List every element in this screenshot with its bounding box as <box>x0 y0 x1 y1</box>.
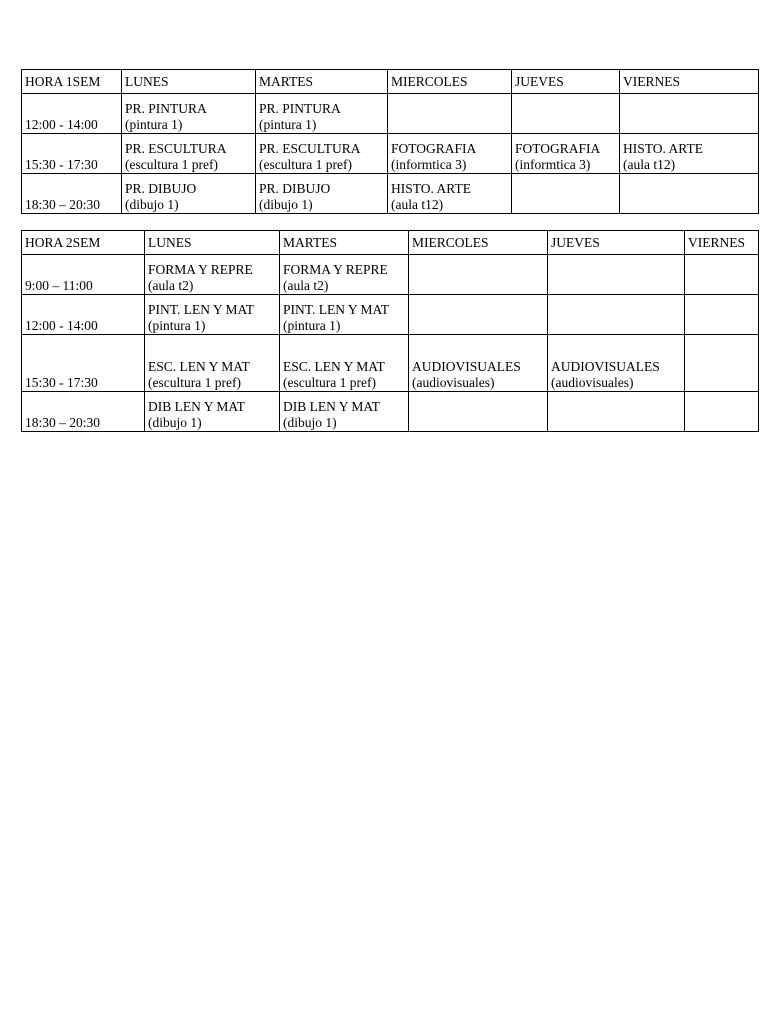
class-cell <box>280 295 409 335</box>
class-name: DIB LEN Y MAT <box>283 399 380 414</box>
class-cell <box>409 295 548 335</box>
class-room: (aula t2) <box>148 278 194 293</box>
header-miercoles: MIERCOLES <box>388 70 512 94</box>
class-cell <box>256 94 388 134</box>
class-cell <box>145 392 280 432</box>
class-room: (escultura 1 pref) <box>148 375 241 390</box>
class-cell <box>388 134 512 174</box>
class-cell <box>256 134 388 174</box>
class-room: (pintura 1) <box>283 318 341 333</box>
class-cell <box>685 295 759 335</box>
header-miercoles: MIERCOLES <box>409 231 548 255</box>
class-name: FOTOGRAFIA <box>515 141 601 156</box>
class-cell <box>409 392 548 432</box>
class-cell <box>685 255 759 295</box>
class-cell <box>388 174 512 214</box>
class-cell <box>548 335 685 392</box>
table-row <box>22 335 759 392</box>
schedule-table-1sem <box>21 69 759 214</box>
header-jueves: JUEVES <box>512 70 620 94</box>
class-room: (audiovisuales) <box>412 375 495 390</box>
class-name: DIB LEN Y MAT <box>148 399 245 414</box>
class-room: (pintura 1) <box>259 117 317 132</box>
class-room: (pintura 1) <box>125 117 183 132</box>
class-cell <box>388 94 512 134</box>
class-cell <box>512 134 620 174</box>
class-cell <box>620 134 759 174</box>
time-cell: 18:30 – 20:30 <box>22 392 145 432</box>
header-row <box>22 231 759 255</box>
class-room: (aula t12) <box>623 157 676 172</box>
table-row <box>22 392 759 432</box>
header-jueves: JUEVES <box>548 231 685 255</box>
header-lunes: LUNES <box>145 231 280 255</box>
class-room: (escultura 1 pref) <box>125 157 218 172</box>
class-cell <box>280 392 409 432</box>
class-name: FORMA Y REPRE <box>283 262 388 277</box>
table-row <box>22 255 759 295</box>
class-name: ESC. LEN Y MAT <box>148 359 250 374</box>
class-name: HISTO. ARTE <box>623 141 703 156</box>
class-room: (informtica 3) <box>515 157 591 172</box>
table-row <box>22 94 759 134</box>
time-cell: 15:30 - 17:30 <box>22 134 122 174</box>
header-viernes: VIERNES <box>620 70 759 94</box>
class-room: (escultura 1 pref) <box>283 375 376 390</box>
class-room: (aula t2) <box>283 278 329 293</box>
time-cell: 12:00 - 14:00 <box>22 94 122 134</box>
header-lunes: LUNES <box>122 70 256 94</box>
header-martes: MARTES <box>280 231 409 255</box>
class-cell <box>122 174 256 214</box>
schedule-table-2sem <box>21 230 759 432</box>
class-name: FOTOGRAFIA <box>391 141 477 156</box>
class-cell <box>280 335 409 392</box>
class-cell <box>145 335 280 392</box>
class-cell <box>548 295 685 335</box>
header-hora: HORA 2SEM <box>22 231 145 255</box>
time-cell: 12:00 - 14:00 <box>22 295 145 335</box>
class-name: AUDIOVISUALES <box>551 359 660 374</box>
class-cell <box>145 255 280 295</box>
class-cell <box>409 335 548 392</box>
time-cell: 18:30 – 20:30 <box>22 174 122 214</box>
class-cell <box>280 255 409 295</box>
class-room: (dibujo 1) <box>148 415 202 430</box>
class-room: (aula t12) <box>391 197 444 212</box>
table-row <box>22 174 759 214</box>
class-name: PR. ESCULTURA <box>125 141 227 156</box>
class-cell <box>122 94 256 134</box>
class-room: (dibujo 1) <box>259 197 313 212</box>
class-cell <box>548 255 685 295</box>
class-room: (dibujo 1) <box>125 197 179 212</box>
class-cell <box>409 255 548 295</box>
time-cell: 15:30 - 17:30 <box>22 335 145 392</box>
class-room: (escultura 1 pref) <box>259 157 352 172</box>
time-cell: 9:00 – 11:00 <box>22 255 145 295</box>
class-name: PINT. LEN Y MAT <box>283 302 389 317</box>
class-cell <box>685 392 759 432</box>
class-name: AUDIOVISUALES <box>412 359 521 374</box>
class-name: FORMA Y REPRE <box>148 262 253 277</box>
class-name: PINT. LEN Y MAT <box>148 302 254 317</box>
class-name: PR. DIBUJO <box>259 181 331 196</box>
table-row <box>22 134 759 174</box>
class-cell <box>620 94 759 134</box>
class-cell <box>548 392 685 432</box>
class-name: PR. PINTURA <box>125 101 207 116</box>
class-name: ESC. LEN Y MAT <box>283 359 385 374</box>
class-cell <box>145 295 280 335</box>
class-room: (pintura 1) <box>148 318 206 333</box>
class-name: PR. PINTURA <box>259 101 341 116</box>
header-viernes: VIERNES <box>685 231 759 255</box>
class-room: (dibujo 1) <box>283 415 337 430</box>
table-row <box>22 295 759 335</box>
class-cell <box>512 94 620 134</box>
class-name: PR. DIBUJO <box>125 181 197 196</box>
class-name: HISTO. ARTE <box>391 181 471 196</box>
class-cell <box>122 134 256 174</box>
class-room: (informtica 3) <box>391 157 467 172</box>
header-martes: MARTES <box>256 70 388 94</box>
class-cell <box>685 335 759 392</box>
class-cell <box>256 174 388 214</box>
class-room: (audiovisuales) <box>551 375 634 390</box>
class-cell <box>620 174 759 214</box>
class-name: PR. ESCULTURA <box>259 141 361 156</box>
class-cell <box>512 174 620 214</box>
header-row <box>22 70 759 94</box>
header-hora: HORA 1SEM <box>22 70 122 94</box>
